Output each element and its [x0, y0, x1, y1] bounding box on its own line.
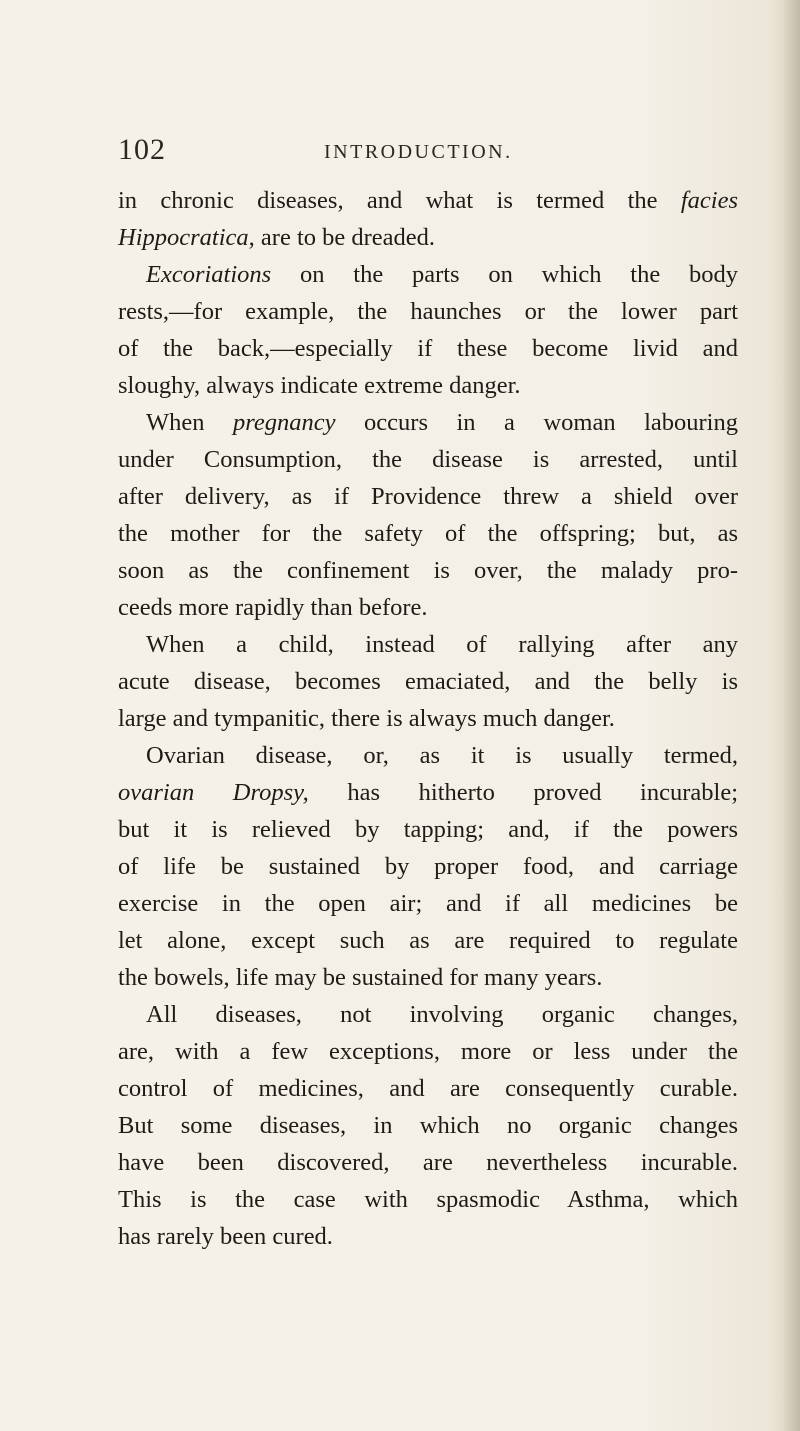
- text-run: have been discovered, are nevertheless incurable.: [118, 1149, 738, 1176]
- text-run: of the back,—especially if these become livid and: [118, 335, 738, 362]
- text-run: This is the case with spasmodic Asthma, which: [118, 1186, 738, 1213]
- text-line: [118, 182, 738, 219]
- text-line: [118, 1218, 738, 1255]
- text-run: has hitherto proved incurable;: [308, 779, 738, 806]
- text-run: has rarely been cured.: [118, 1223, 333, 1250]
- text-run: under Consumption, the disease is arrested, until: [118, 446, 738, 473]
- text-line: [118, 478, 738, 515]
- text-line: [118, 1070, 738, 1107]
- italic-text: ovarian Dropsy,: [118, 779, 309, 806]
- text-run: When: [146, 409, 234, 436]
- text-run: soon as the confinement is over, the malady pro-: [118, 557, 738, 584]
- text-line: [118, 515, 738, 552]
- text-run: All diseases, not involving organic changes,: [146, 1001, 738, 1028]
- text-run: but it is relieved by tapping; and, if the powers: [118, 816, 738, 843]
- text-run: occurs in a woman labouring: [335, 409, 738, 436]
- text-line: [118, 1107, 738, 1144]
- text-line: [118, 1181, 738, 1218]
- page-edge-shadow: [782, 0, 800, 1431]
- text-line: [118, 1144, 738, 1181]
- text-line: [118, 848, 738, 885]
- text-run: let alone, except such as are required to regulate: [118, 927, 738, 954]
- text-run: are to be dreaded.: [254, 224, 436, 251]
- text-run: rests,—for example, the haunches or the lower part: [118, 298, 738, 325]
- text-run: of life be sustained by proper food, and carriage: [118, 853, 738, 880]
- text-line: [118, 589, 738, 626]
- text-line: [118, 737, 738, 774]
- text-line: [118, 885, 738, 922]
- text-line: [118, 1033, 738, 1070]
- text-run: When a child, instead of rallying after any: [146, 631, 738, 658]
- text-line: [118, 293, 738, 330]
- text-line: [118, 663, 738, 700]
- text-run: the bowels, life may be sustained for many years.: [118, 964, 603, 991]
- text-line: [118, 256, 738, 293]
- text-run: But some diseases, in which no organic changes: [118, 1112, 738, 1139]
- text-line: [118, 996, 738, 1033]
- text-run: in chronic diseases, and what is termed the: [118, 187, 681, 214]
- text-run: acute disease, becomes emaciated, and the belly is: [118, 668, 738, 695]
- text-line: [118, 441, 738, 478]
- text-line: [118, 626, 738, 663]
- running-head: INTRODUCTION.: [324, 141, 513, 163]
- italic-text: Excoriations: [146, 261, 272, 288]
- text-run: control of medicines, and are consequently curable.: [118, 1075, 738, 1102]
- text-line: [118, 404, 738, 441]
- text-run: Ovarian disease, or, as it is usually termed,: [146, 742, 738, 769]
- text-run: are, with a few exceptions, more or less under the: [118, 1038, 738, 1065]
- text-run: sloughy, always indicate extreme danger.: [118, 372, 521, 399]
- italic-text: facies: [680, 187, 738, 214]
- page-number: 102: [118, 133, 166, 166]
- text-line: [118, 922, 738, 959]
- text-run: after delivery, as if Providence threw a shield over: [118, 483, 738, 510]
- text-run: large and tympanitic, there is always much danger.: [118, 705, 615, 732]
- italic-text: pregnancy: [233, 409, 336, 436]
- text-line: [118, 552, 738, 589]
- text-line: [118, 330, 738, 367]
- page-header: [118, 133, 738, 173]
- text-line: [118, 811, 738, 848]
- text-run: on the parts on which the body: [271, 261, 738, 288]
- text-line: [118, 219, 738, 256]
- text-run: ceeds more rapidly than before.: [118, 594, 428, 621]
- italic-text: Hippocratica,: [118, 224, 255, 251]
- text-line: [118, 774, 738, 811]
- text-run: exercise in the open air; and if all medicines be: [118, 890, 738, 917]
- text-run: the mother for the safety of the offspring; but, as: [118, 520, 738, 547]
- text-line: [118, 959, 738, 996]
- body-text: [118, 182, 738, 1255]
- text-line: [118, 367, 738, 404]
- text-line: [118, 700, 738, 737]
